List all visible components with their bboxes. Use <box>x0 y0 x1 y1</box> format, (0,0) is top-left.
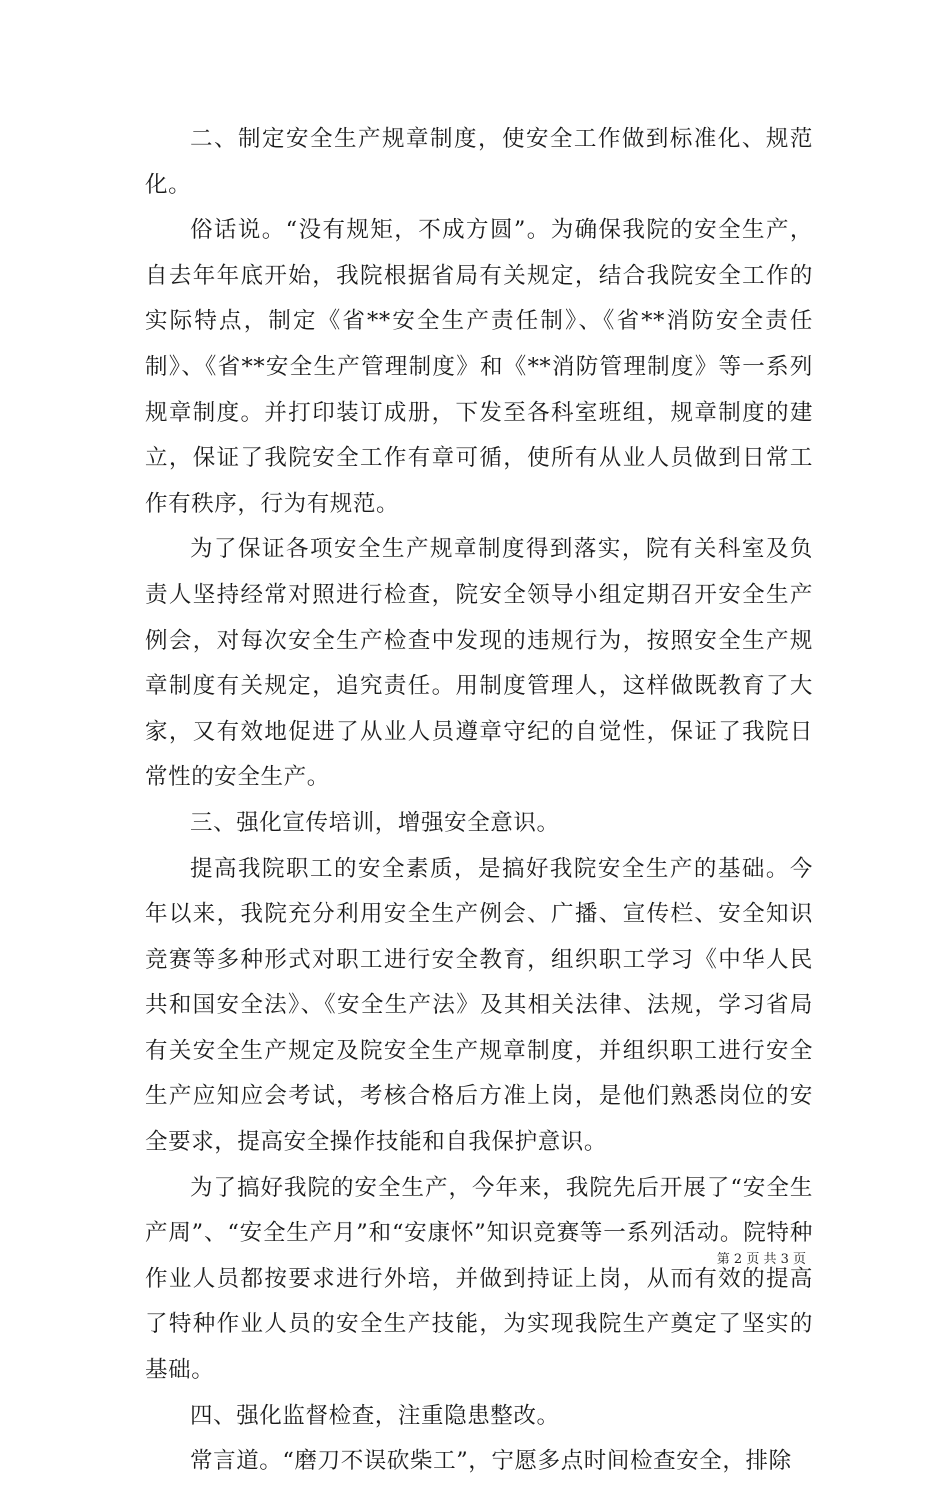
section-heading-three: 三、强化宣传培训，增强安全意识。 <box>190 809 560 836</box>
paragraph: 为了保证各项安全生产规章制度得到落实，院有关科室及负责人坚持经常对照进行检查，院安全领导小组定期召开安全生产例会，对每次安全生产检查中发现的违规行为，按照安全生产规章制度有关规定，追究责任。用制度管理人，这样做既教育了大家，又有效地促进了从业人员遵章守纪的自觉性，保证了我院日常性的安全生产。 <box>145 536 813 791</box>
paragraph: 常言道。“磨刀不误砍柴工”，宁愿多点时间检查安全，排除 <box>190 1448 792 1475</box>
document-body <box>145 117 813 1485</box>
paragraph: 俗话说。“没有规矩，不成方圆”。为确保我院的安全生产，自去年年底开始，我院根据省局有关规定，结合我院安全工作的实际特点，制定《省**安全生产责任制》、《省**消防安全责任制》、《省**安全生产管理制度》和《**消防管理制度》等一系列规章制度。并打印装订成册，下发至各科室班组，规章制度的建立，保证了我院安全工作有章可循，使所有从业人员做到日常工作有秩序，行为有规范。 <box>145 217 813 517</box>
section-heading-four: 四、强化监督检查，注重隐患整改。 <box>190 1402 560 1429</box>
page-number: 第 2 页 共 3 页 <box>716 1252 806 1267</box>
paragraph: 为了搞好我院的安全生产，今年来，我院先后开展了“安全生产周”、“安全生产月”和“安康怀”知识竞赛等一系列活动。院特种作业人员都按要求进行外培，并做到持证上岗，从而有效的提高了特种作业人员的安全生产技能，为实现我院生产奠定了坚实的基础。 <box>145 1174 813 1384</box>
paragraph: 提高我院职工的安全素质，是搞好我院安全生产的基础。今年以来，我院充分利用安全生产例会、广播、宣传栏、安全知识竞赛等多种形式对职工进行安全教育，组织职工学习《中华人民共和国安全法》、《安全生产法》及其相关法律、法规，学习省局有关安全生产规定及院安全生产规章制度，并组织职工进行安全生产应知应会考试，考核合格后方准上岗，是他们熟悉岗位的安全要求，提高安全操作技能和自我保护意识。 <box>145 855 813 1156</box>
section-heading-two: 二、制定安全生产规章制度，使安全工作做到标准化、规范化。 <box>145 126 813 198</box>
